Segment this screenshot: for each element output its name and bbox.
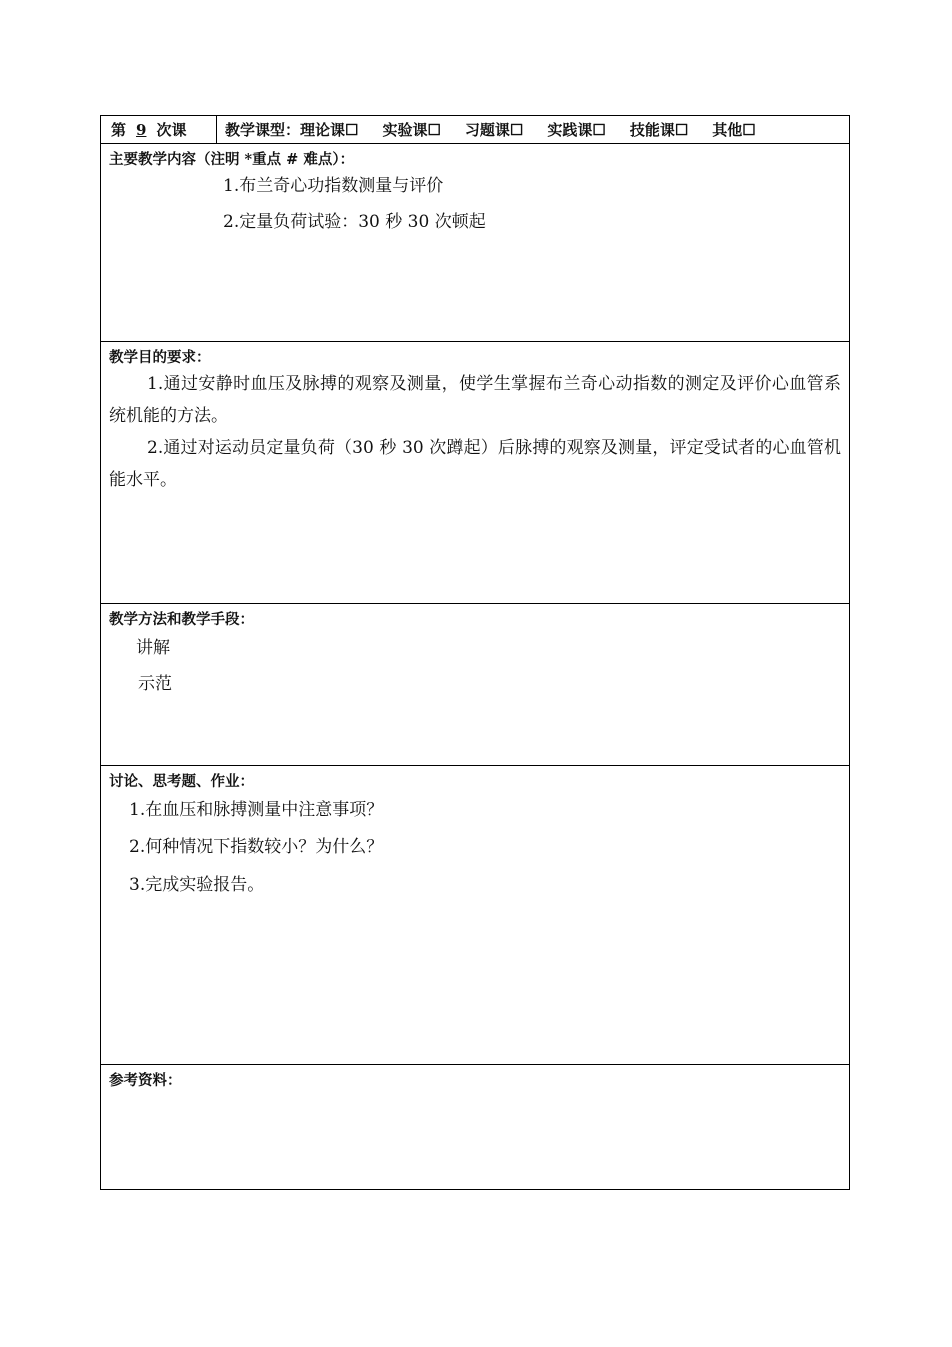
objectives-paragraph: 1.通过安静时血压及脉搏的观察及测量，使学生掌握布兰奇心动指数的测定及评价心血管系统机能的方法。 — [109, 374, 841, 426]
objectives-section — [101, 342, 849, 604]
course-type-cell — [217, 116, 849, 143]
main-content-section — [101, 144, 849, 342]
lesson-plan-table — [100, 115, 850, 1190]
methods-item: 讲解 — [136, 638, 170, 658]
objectives-title: 教学目的要求： — [109, 349, 211, 366]
discussion-item: 3.完成实验报告。 — [129, 875, 265, 895]
discussion-title: 讨论、思考题、作业： — [109, 773, 254, 790]
main-content-item: 1.布兰奇心功指数测量与评价 — [223, 176, 444, 196]
methods-title: 教学方法和教学手段： — [109, 611, 254, 628]
references-title: 参考资料： — [109, 1072, 182, 1089]
course-type-theory: 理论课☐ — [300, 121, 359, 139]
course-type-label: 教学课型： — [225, 121, 301, 139]
course-type-practice: 实践课☐ — [547, 121, 606, 139]
methods-item: 示范 — [138, 674, 172, 694]
discussion-item: 1.在血压和脉搏测量中注意事项？ — [129, 800, 384, 820]
lesson-number: 9 — [136, 120, 147, 139]
methods-section — [101, 604, 849, 766]
objectives-paragraph: 2.通过对运动员定量负荷（30 秒 30 次蹲起）后脉搏的观察及测量，评定受试者的心血管机能水平。 — [109, 438, 841, 490]
lesson-number-cell — [101, 116, 217, 143]
course-type-skill: 技能课☐ — [629, 121, 689, 139]
course-type-exercise: 习题课☐ — [464, 121, 524, 139]
course-type-experiment: 实验课☐ — [382, 121, 441, 139]
main-content-title: 主要教学内容（注明 *重点 # 难点）： — [109, 151, 355, 168]
lesson-suffix: 次课 — [156, 121, 187, 139]
lesson-prefix: 第 — [111, 121, 127, 139]
references-section — [101, 1065, 849, 1189]
header-row — [101, 116, 849, 144]
discussion-item: 2.何种情况下指数较小？为什么？ — [129, 837, 384, 857]
discussion-section — [101, 766, 849, 1065]
course-type-other: 其他☐ — [712, 121, 756, 139]
main-content-item: 2.定量负荷试验：30 秒 30 次顿起 — [223, 212, 486, 232]
lesson-plan-document — [100, 115, 850, 1190]
